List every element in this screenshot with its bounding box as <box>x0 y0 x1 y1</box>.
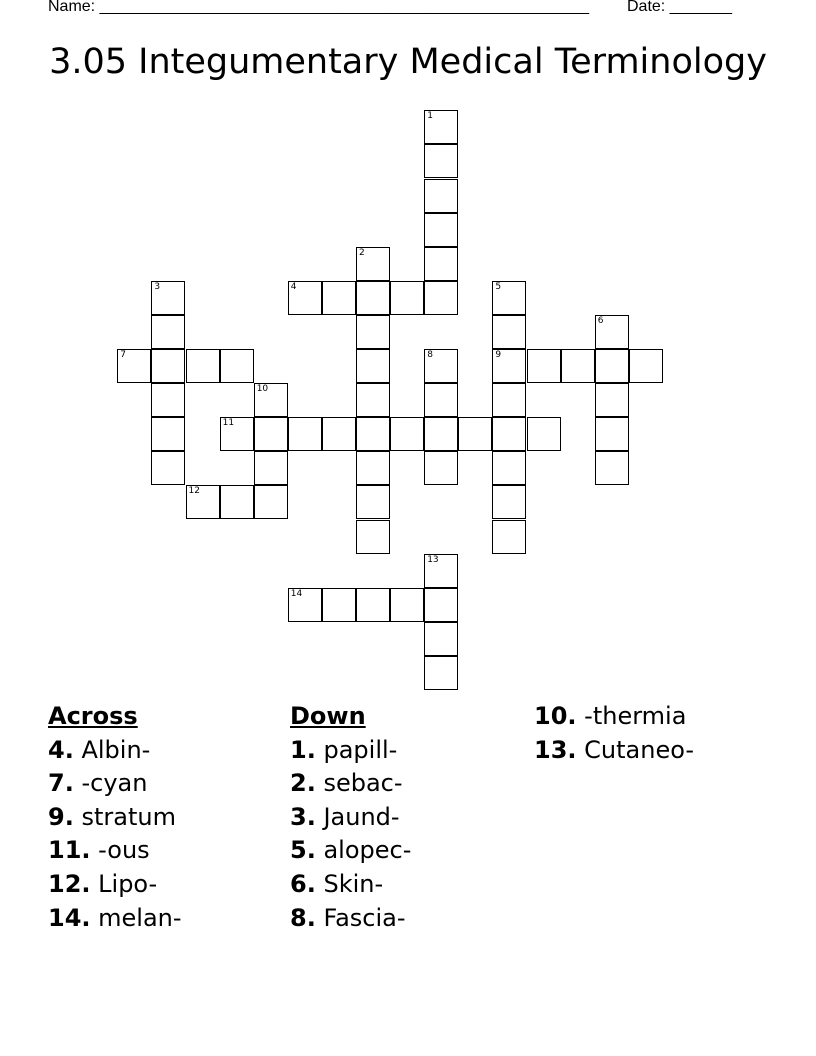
page-title: 3.05 Integumentary Medical Terminology <box>49 42 767 82</box>
grid-cell[interactable] <box>424 554 458 588</box>
grid-cell[interactable] <box>186 349 220 383</box>
grid-cell[interactable] <box>424 417 458 451</box>
across-clues <box>48 700 182 935</box>
grid-cell[interactable] <box>356 588 390 622</box>
clue-down-10: 10. -thermia <box>534 702 687 730</box>
grid-cell[interactable] <box>356 383 390 417</box>
clue-across-4: 4. Albin- <box>48 735 151 764</box>
grid-cell[interactable] <box>595 315 629 349</box>
grid-cell[interactable] <box>527 349 561 383</box>
grid-cell[interactable] <box>356 451 390 485</box>
grid-cell[interactable] <box>220 485 254 519</box>
grid-cell[interactable] <box>322 281 356 315</box>
grid-cell[interactable] <box>356 315 390 349</box>
grid-cell[interactable] <box>424 213 458 247</box>
down-clues-continued <box>534 700 694 767</box>
grid-cell[interactable] <box>356 247 390 281</box>
clue-down-5: 5. alopec- <box>290 836 412 865</box>
grid-cell[interactable] <box>424 247 458 281</box>
grid-cell[interactable] <box>356 520 390 554</box>
grid-cell[interactable] <box>186 485 220 519</box>
clue-number: 1 <box>427 111 433 122</box>
grid-cell[interactable] <box>288 281 322 315</box>
clue-number: 13 <box>427 554 439 565</box>
grid-cell[interactable] <box>424 383 458 417</box>
grid-cell[interactable] <box>492 383 526 417</box>
grid-cell[interactable] <box>595 451 629 485</box>
grid-cell[interactable] <box>492 417 526 451</box>
grid-cell[interactable] <box>424 179 458 213</box>
grid-cell[interactable] <box>254 417 288 451</box>
clue-across-12: 12. Lipo- <box>48 869 158 898</box>
grid-cell[interactable] <box>492 485 526 519</box>
grid-cell[interactable] <box>424 110 458 144</box>
grid-cell[interactable] <box>254 485 288 519</box>
grid-cell[interactable] <box>356 349 390 383</box>
grid-cell[interactable] <box>390 417 424 451</box>
clue-across-7: 7. -cyan <box>48 769 148 798</box>
grid-cell[interactable] <box>356 485 390 519</box>
grid-cell[interactable] <box>151 451 185 485</box>
clue-down-3: 3. Jaund- <box>290 802 400 831</box>
clue-down-8: 8. Fascia- <box>290 903 406 932</box>
grid-cell[interactable] <box>356 417 390 451</box>
clue-across-14: 14. melan- <box>48 903 182 932</box>
clue-number: 8 <box>427 350 433 360</box>
grid-cell[interactable] <box>424 281 458 315</box>
down-clues <box>290 700 411 935</box>
name-line: Name: _______________________________________________________ <box>48 0 589 15</box>
grid-cell[interactable] <box>151 315 185 349</box>
grid-cell[interactable] <box>424 656 458 690</box>
grid-cell[interactable] <box>220 349 254 383</box>
clue-down-1: 1. papill- <box>290 735 398 764</box>
grid-cell[interactable] <box>492 451 526 485</box>
grid-cell[interactable] <box>151 417 185 451</box>
grid-cell[interactable] <box>629 349 663 383</box>
grid-cell[interactable] <box>492 349 526 383</box>
grid-cell[interactable] <box>254 383 288 417</box>
grid-cell[interactable] <box>561 349 595 383</box>
grid-cell[interactable] <box>151 383 185 417</box>
grid-cell[interactable] <box>595 417 629 451</box>
grid-cell[interactable] <box>458 417 492 451</box>
grid-cell[interactable] <box>424 451 458 485</box>
grid-cell[interactable] <box>322 588 356 622</box>
date-line: Date: _______ <box>627 0 732 15</box>
grid-cell[interactable] <box>288 417 322 451</box>
grid-cell[interactable] <box>424 588 458 622</box>
grid-cell[interactable] <box>390 588 424 622</box>
grid-cell[interactable] <box>151 281 185 315</box>
grid-cell[interactable] <box>527 417 561 451</box>
grid-cell[interactable] <box>424 622 458 656</box>
grid-cell[interactable] <box>492 315 526 349</box>
grid-cell[interactable] <box>595 383 629 417</box>
clue-down-13: 13. Cutaneo- <box>534 735 695 764</box>
clue-across-9: 9. stratum <box>48 802 176 831</box>
clue-number: 6 <box>597 315 604 326</box>
grid-cell[interactable] <box>492 520 526 554</box>
grid-cell[interactable] <box>117 349 151 383</box>
down-heading: Down <box>290 702 366 730</box>
clue-number: 12 <box>188 486 200 497</box>
clue-down-6: 6. Skin- <box>290 869 384 898</box>
clue-number: 10 <box>256 384 269 395</box>
grid-cell[interactable] <box>254 451 288 485</box>
clue-number: 2 <box>359 247 365 258</box>
grid-cell[interactable] <box>390 281 424 315</box>
clue-number: 4 <box>290 281 297 292</box>
across-heading: Across <box>48 702 138 730</box>
grid-cell[interactable] <box>492 281 526 315</box>
grid-cell[interactable] <box>424 349 458 383</box>
clue-number: 9 <box>495 350 502 360</box>
clue-number: 14 <box>290 588 303 599</box>
grid-cell[interactable] <box>595 349 629 383</box>
grid-cell[interactable] <box>220 417 254 451</box>
clue-number: 5 <box>495 281 502 292</box>
clue-number: 3 <box>154 281 161 292</box>
clue-across-11: 11. -ous <box>48 836 150 865</box>
clue-number: 7 <box>120 350 127 360</box>
grid-cell[interactable] <box>424 144 458 178</box>
clue-down-2: 2. sebac- <box>290 769 403 798</box>
grid-cell[interactable] <box>288 588 322 622</box>
clue-number: 11 <box>222 418 235 429</box>
grid-cell[interactable] <box>356 281 390 315</box>
grid-cell[interactable] <box>151 349 185 383</box>
grid-cell[interactable] <box>322 417 356 451</box>
